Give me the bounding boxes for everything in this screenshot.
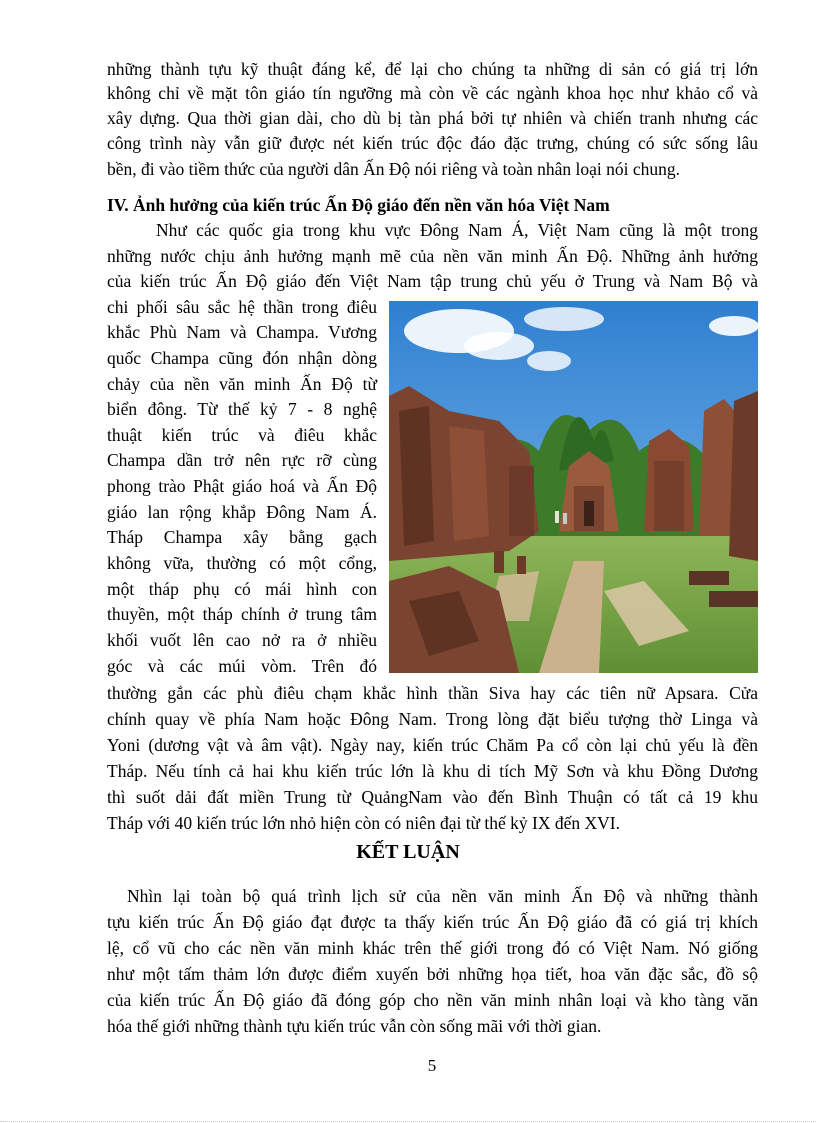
text-line: thường gắn các phù điêu chạm khắc hình thần Siva hay các tiên nữ Apsara. Cửa: [107, 683, 758, 703]
conclusion-title: KẾT LUẬN: [356, 841, 460, 863]
section-heading: IV. Ảnh hưởng của kiến trúc Ấn Độ giáo đến nền văn hóa Việt Nam: [107, 195, 610, 215]
champa-temple-photo: [389, 301, 758, 673]
text-line: công trình này vẫn giữ được nét kiến trúc độc đáo đặc trưng, chúng có sức sống lâu: [107, 133, 758, 153]
text-line: hóa thế giới những thành tựu kiến trúc vẫn còn sống mãi với thời gian.: [107, 1016, 602, 1036]
text-line: thuyền, một tháp chính ở trung tâm: [107, 604, 377, 624]
text-line: thuật kiến trúc và điêu khắc: [107, 425, 377, 445]
text-line: góc và các múi vòm. Trên đó: [107, 656, 377, 676]
text-line: khắc Phù Nam và Champa. Vương: [107, 322, 377, 342]
text-line: như một tấm thảm lớn được điểm xuyến bởi những họa tiết, hoa văn đặc sắc, đồ sộ: [107, 964, 758, 984]
text-line: không vữa, thường có một cổng,: [107, 553, 377, 573]
text-line: quốc Champa cũng đón nhận dòng: [107, 348, 377, 368]
text-line: không chỉ về mặt tôn giáo tín ngưỡng mà còn về các ngành khoa học như khảo cổ và: [107, 83, 758, 103]
page-number: 5: [427, 1056, 437, 1075]
text-line: những nước chịu ảnh hưởng mạnh mẽ của nền văn minh Ấn Độ. Những ảnh hưởng: [107, 246, 758, 266]
text-line: Nhìn lại toàn bộ quá trình lịch sử của nền văn minh Ấn Độ và những thành: [127, 886, 758, 906]
text-line: tựu kiến trúc Ấn Độ giáo đạt được ta thấy kiến trúc Ấn Độ giáo đã có giá trị khích: [107, 912, 758, 932]
text-line: Yoni (dương vật và âm vật). Ngày nay, kiến trúc Chăm Pa cổ còn lại chủ yếu là đền: [107, 735, 758, 755]
text-line: những thành tựu kỹ thuật đáng kể, để lại cho chúng ta những di sản có giá trị lớn: [107, 59, 758, 79]
text-line: xây dựng. Qua thời gian dài, cho dù bị tàn phá bởi tự nhiên và chiến tranh nhưng các: [107, 108, 758, 128]
text-line: Tháp Champa xây bằng gạch: [107, 527, 377, 547]
page-bottom-border: [0, 1121, 816, 1122]
text-line: khối vuốt lên cao nở ra ở nhiều: [107, 630, 377, 650]
text-line: của kiến trúc Ấn Độ giáo đã đóng góp cho nền văn minh nhân loại và kho tàng văn: [107, 990, 758, 1010]
text-line: Tháp với 40 kiến trúc lớn nhỏ hiện còn có niên đại từ thế kỷ IX đến XVI.: [107, 813, 621, 833]
text-line: phong trào Phật giáo hoá và Ấn Độ: [107, 476, 377, 496]
text-line: chi phối sâu sắc hệ thần trong điêu: [107, 297, 377, 317]
text-line: biển đông. Từ thế kỷ 7 - 8 nghệ: [107, 399, 377, 419]
text-line: Như các quốc gia trong khu vực Đông Nam Á, Việt Nam cũng là một trong: [156, 220, 758, 240]
text-line: thì suốt dải đất miền Trung từ QuảngNam vào đến Bình Thuận có tất cả 19 khu: [107, 787, 758, 807]
text-line: của kiến trúc Ấn Độ giáo đến Việt Nam tập trung chủ yếu ở Trung và Nam Bộ và: [107, 271, 758, 291]
text-line: chính quay về phía Nam hoặc Đông Nam. Trong lòng đặt biểu tượng thờ Linga và: [107, 709, 758, 729]
text-line: bền, đi vào tiềm thức của người dân Ấn Độ nói riêng và toàn nhân loại nói chung.: [107, 159, 681, 179]
text-line: một tháp phụ có mái hình con: [107, 579, 377, 599]
text-line: chảy của nền văn minh Ấn Độ từ: [107, 374, 377, 394]
text-line: Champa dần trở nên rực rỡ cùng: [107, 450, 377, 470]
text-line: Tháp. Nếu tính cả hai khu kiến trúc lớn là khu di tích Mỹ Sơn và khu Đồng Dương: [107, 761, 758, 781]
text-line: giáo lan rộng khắp Đông Nam Á.: [107, 502, 377, 522]
text-line: lệ, cổ vũ cho các nền văn minh khác trên thế giới trong đó có Việt Nam. Nó giống: [107, 938, 758, 958]
